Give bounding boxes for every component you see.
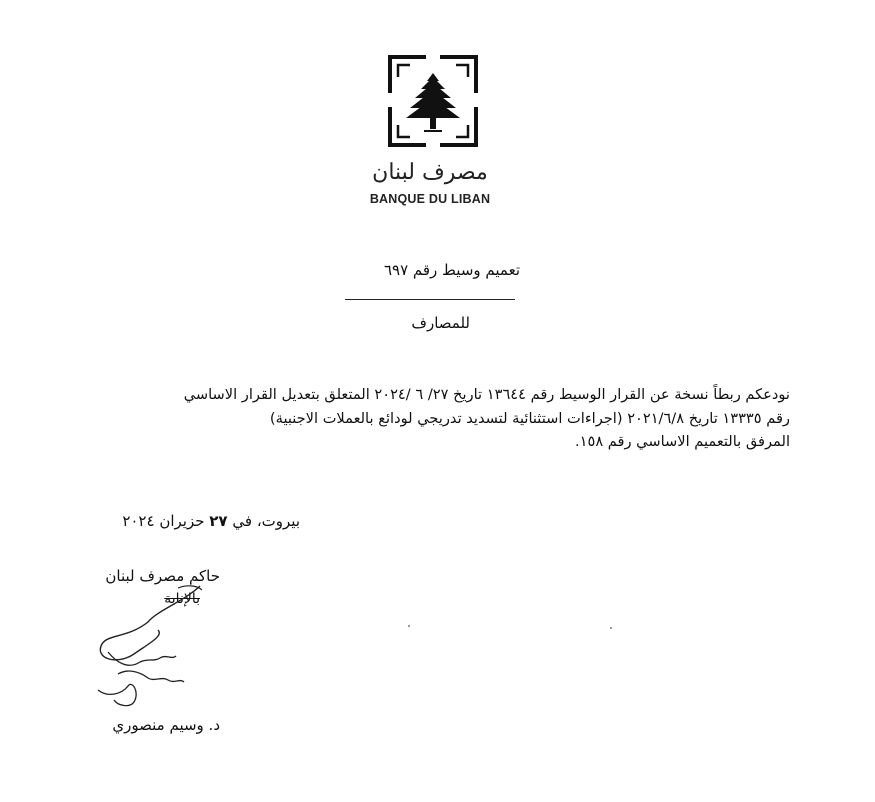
- cedar-tree-icon: [388, 55, 478, 147]
- signatory-title: حاكم مصرف لبنان: [105, 567, 220, 585]
- bank-name-french: BANQUE DU LIBAN: [369, 192, 491, 206]
- date-month-year: حزيران ٢٠٢٤: [122, 512, 205, 530]
- handwritten-signature: [88, 582, 208, 712]
- issue-date: [60, 512, 300, 530]
- body-line: المرفق بالتعميم الاساسي رقم ١٥٨.: [575, 433, 790, 450]
- scan-speck: [408, 625, 410, 627]
- circular-body: [56, 383, 790, 454]
- bank-name-arabic: مصرف لبنان: [372, 160, 488, 185]
- signatory-name: د. وسيم منصوري: [112, 716, 220, 734]
- scan-speck: [610, 627, 612, 629]
- signatory-capacity: بالإنابة: [164, 591, 200, 607]
- addressee: للمصارف: [411, 314, 470, 332]
- title-underline: [345, 299, 515, 300]
- body-line: رقم ١٣٣٣٥ تاريخ ٢٠٢١/٦/٨ (اجراءات استثنائية لتسديد تدريجي لودائع بالعملات الاجنبية): [269, 409, 790, 427]
- date-place: بيروت، في: [232, 512, 300, 530]
- circular-title: تعميم وسيط رقم ٦٩٧: [383, 261, 520, 279]
- body-line: نودعكم ربطاً نسخة عن القرار الوسيط رقم ١٣٦٤٤ تاريخ ٢٧/ ٦ /٢٠٢٤ المتعلق بتعديل القرار الاساسي: [183, 386, 790, 403]
- date-day: ٢٧: [209, 512, 228, 530]
